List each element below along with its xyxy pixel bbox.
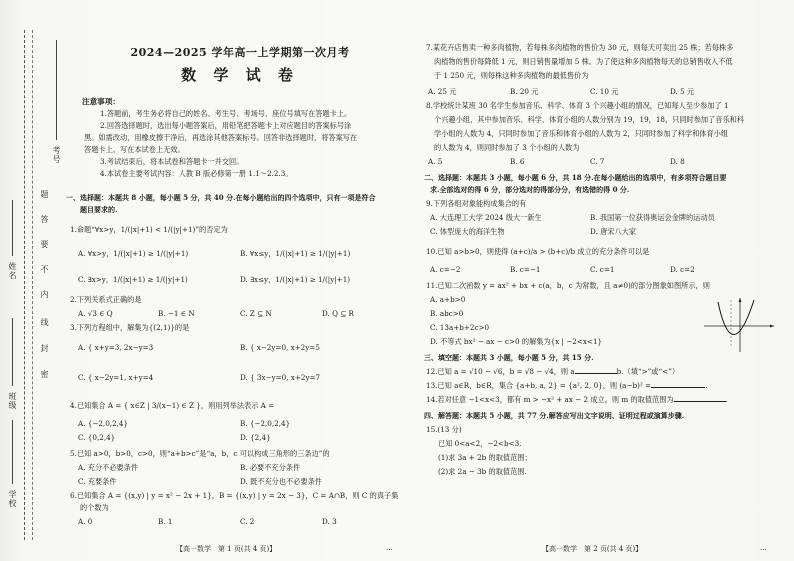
option-5c: C. 充要条件 — [78, 477, 117, 486]
option-11a: A. a+b>0 — [430, 295, 466, 304]
option-9a: A. 大连理工大学 2024 级大一新生 — [430, 213, 542, 222]
option-4a: A. {−2,0,2,4} — [78, 419, 129, 428]
notice-heading: 注意事项： — [82, 97, 120, 106]
seal-char: 线 — [40, 318, 49, 327]
option-11d: D. 不等式 bx² − ax − c>0 的解集为{x | −2<x<1} — [430, 337, 603, 346]
question-8: 8.学校统计某班 30 名学生参加音乐、科学、体育 3 个兴趣小组的情况，已知每人至少参加了 1 — [426, 101, 729, 110]
section4-heading: 四、解答题：本题共 5 小题，共 77 分.解答应写出文字说明、证明过程或演算步骤. — [424, 411, 685, 420]
notice-line: 1.答题前，考生务必将自己的姓名、考生号、考场号、座位号填写在答题卡上。 — [100, 109, 352, 118]
section3-heading: 三、填空题：本题共 3 小题，每小题 5 分，共 15 分. — [424, 353, 594, 362]
binding-line-inner — [32, 30, 33, 540]
page-footer-right: 【高一数学 第 2 页(共 4 页)】 — [542, 545, 643, 553]
option-2d: D. Q ⊆ R — [322, 309, 354, 318]
question-10: 10.已知 a>b>0，则使得 (a+c)/a > (b+c)/b 成立的充分条件可以是 — [426, 247, 650, 256]
option-8b: B. 6 — [510, 157, 525, 166]
parabola-figure — [702, 296, 776, 354]
question-8-cont: 学小组的人数为 4，只同时参加了音乐和体育小组的人数为 2，只同时参加了科学和体育小组 — [434, 129, 729, 138]
option-3c: C. { x−2y=1, x+y=4 — [78, 373, 154, 382]
answer-blank-13 — [651, 387, 705, 388]
question-1: 1.命题“∀x>y，1/(|x|+1) < 1/(|y|+1)”的否定为 — [70, 225, 228, 234]
question-7-cont: 于 1 250 元，则每株这种多肉植物的最低售价为 — [434, 71, 589, 80]
name-label: 姓名 — [8, 262, 17, 280]
question-7: 7.某花卉店售卖一种多肉植物，若每株多肉植物的售价为 30 元，则每天可卖出 25 株；若每株多 — [426, 43, 734, 52]
option-4d: D. {2,4} — [240, 433, 271, 442]
option-8c: C. 7 — [590, 157, 605, 166]
option-3d: D. { 3x−y=0, x+2y=7 — [240, 373, 321, 382]
exam-no-label: 考号 — [52, 146, 61, 164]
option-1d: D. ∃x≤y，1/(|x|+1) ≥ 1/(|y|+1) — [240, 275, 351, 284]
answer-blank-12 — [575, 373, 617, 374]
parabola-curve — [718, 300, 754, 335]
option-5b: B. 必要不充分条件 — [240, 463, 301, 472]
seal-char: 答 — [40, 215, 49, 224]
option-8a: A. 5 — [428, 157, 443, 166]
option-6d: D. 3 — [322, 517, 337, 526]
exam-no-underline — [56, 40, 57, 140]
option-9c: C. 体型庞大的海洋生物 — [430, 227, 505, 236]
option-11b: B. abc>0 — [430, 309, 464, 318]
y-axis-arrow — [739, 298, 742, 302]
binding-line — [24, 30, 25, 540]
school-label: 学校 — [8, 490, 17, 508]
name-underline — [12, 200, 13, 256]
question-9: 9.下列各组对象能构成集合的有 — [426, 199, 527, 208]
notice-line: 4.本试卷主要考试内容：人教 B 版必修第一册 1.1～2.2.3。 — [100, 169, 293, 178]
binding-margin — [0, 0, 62, 561]
option-11c: C. 13a+b+2c>0 — [430, 323, 490, 332]
option-9d: D. 唐宋八大家 — [590, 227, 637, 236]
question-8-cont: 的人数为 4，则同时参加了 3 个小组的人数为 — [434, 143, 580, 152]
notice-line: 3.考试结束后，将本试卷和答题卡一并交回。 — [100, 157, 244, 166]
question-15: 15.(13 分) — [426, 425, 462, 434]
option-6c: C. 2 — [240, 517, 255, 526]
exam-subject: 数 学 试 卷 — [181, 66, 299, 84]
notice-line: 答题卡上。写在本试卷上无效。 — [84, 145, 185, 154]
question-6: 6.已知集合 A = {(x,y) | y = x² − 2x + 1}，B = {(x,y) | y = 2x − 3}，C = A∩B，则 C 的真子集 — [70, 491, 399, 500]
option-2b: B. −1 ∈ N — [158, 309, 195, 318]
question-11: 11.已知二次函数 y = ax² + bx + c(a，b，c 为常数，且 a≠0)的部分图象如图所示，则 — [426, 281, 710, 290]
seal-char: 题 — [40, 190, 49, 199]
exam-title: 2024—2025 学年高一上学期第一次月考 — [130, 46, 350, 59]
option-7d: D. 5 元 — [670, 87, 695, 96]
option-7c: C. 10 元 — [590, 87, 619, 96]
page-footer-right-tail: ... — [760, 544, 767, 552]
option-3a: A. { x+y=3, 2x−y=3 — [78, 343, 154, 352]
option-1c: C. ∃x>y，1/(|x|+1) ≥ 1/(|y|+1) — [78, 275, 188, 284]
school-underline — [12, 420, 13, 484]
question-5: 5.已知 a>0，b>0，c>0，则“a+b>c”是“a，b，c 可以构成三角形的三条边”的 — [70, 449, 330, 458]
question-8-cont: 个兴趣小组，其中参加音乐、科学、体育小组的人数分别为 19，19，18，只同时参加了音乐和科 — [434, 115, 745, 124]
question-13: 13.已知 a∈R，b∈R，集合 {a+b, a, 2} = {a², 2, 0}，则 (a−b)² = . — [426, 381, 708, 390]
option-7a: A. 25 元 — [428, 87, 457, 96]
option-9b: B. 我国第一位获得奥运会金牌的运动员 — [590, 213, 715, 222]
section1-heading-cont: 题目要求的. — [80, 205, 118, 214]
question-2: 2.下列关系式正确的是 — [70, 295, 142, 304]
option-2c: C. Z ⊆ N — [240, 309, 272, 318]
section2-heading: 二、选择题：本题共 3 小题，每小题 6 分，共 18 分.在每小题给出的选项中，有多项符合题目要 — [424, 173, 727, 182]
question-14: 14.若对任意 −1<x<3，都有 m > −x² + ax − 2 成立，则 m 的取值范围为 . — [426, 395, 728, 404]
notice-line: 2.回答选择题时，选出每小题答案后，用铅笔把答题卡上对应题目的答案标号涂 — [100, 121, 352, 130]
section2-heading-cont: 求.全部选对的得 6 分，部分选对的得部分分，有选错的得 0 分. — [430, 185, 630, 194]
seal-char: 内 — [40, 290, 49, 299]
question-15-stem: 已知 0<a<2，−2<b<3. — [438, 439, 522, 448]
option-8d: D. 8 — [670, 157, 685, 166]
option-4c: C. {0,2,4} — [78, 433, 116, 442]
option-5a: A. 充分不必要条件 — [78, 463, 139, 472]
option-5d: D. 既不充分也不必要条件 — [240, 477, 322, 486]
option-2a: A. √3 ∈ Q — [78, 309, 113, 318]
seal-char: 密 — [40, 370, 49, 379]
answer-blank-14 — [674, 401, 726, 402]
option-6a: A. 0 — [78, 517, 93, 526]
class-label: 班级 — [8, 392, 17, 410]
option-10c: C. c=1 — [590, 265, 615, 274]
question-7-cont: 肉植物的售价每降低 1 元，则日销售量增加 5 株。为了使这种多肉植物每天的总销售收入不低 — [434, 57, 733, 66]
question-3: 3.下列方程组中，解集为{(2,1)}的是 — [70, 323, 190, 332]
option-7b: B. 20 元 — [510, 87, 539, 96]
question-15-part2: (2)求 2a − 3b 的取值范围. — [438, 467, 527, 476]
seal-char: 封 — [40, 344, 49, 353]
option-10a: A. c=−2 — [430, 265, 461, 274]
question-12: 12.已知 a = √10 − √6，b = √8 − √4，则 a b.（填“>”或“<”） — [426, 367, 680, 376]
question-4: 4.已知集合 A = { x∈Z | 3/(x−1) ∈ Z }，则用列举法表示 A = — [70, 401, 275, 410]
page-footer-left-tail: ... — [386, 544, 393, 552]
section1-heading: 一、选择题：本题共 8 小题，每小题 5 分，共 40 分.在每小题给出的四个选项中，只有一项是符合 — [66, 193, 376, 202]
option-3b: B. { x−2y=0, x+2y=5 — [240, 343, 320, 352]
option-1a: A. ∀x>y，1/(|x|+1) ≥ 1/(|y|+1) — [78, 249, 189, 258]
x-axis-arrow — [770, 325, 774, 328]
option-10d: D. c=2 — [670, 265, 695, 274]
seal-char: 不 — [40, 265, 49, 274]
question-6-cont: 的个数为 — [80, 503, 109, 512]
option-6b: B. 1 — [158, 517, 173, 526]
option-4b: B. {−2,0,2,4} — [240, 419, 291, 428]
seal-char: 要 — [40, 240, 49, 249]
option-1b: B. ∀x≤y，1/(|x|+1) ≥ 1/(|y|+1) — [240, 249, 351, 258]
class-underline — [12, 318, 13, 386]
page-footer-left: 【高一数学 第 1 页(共 4 页)】 — [176, 545, 277, 553]
notice-line: 黑。如需改动，用橡皮擦干净后，再选涂其他答案标号。回答非选择题时，将答案写在 — [84, 133, 358, 142]
option-10b: B. c=−1 — [510, 265, 541, 274]
question-15-part1: (1)求 3a + 2b 的取值范围； — [438, 453, 532, 462]
